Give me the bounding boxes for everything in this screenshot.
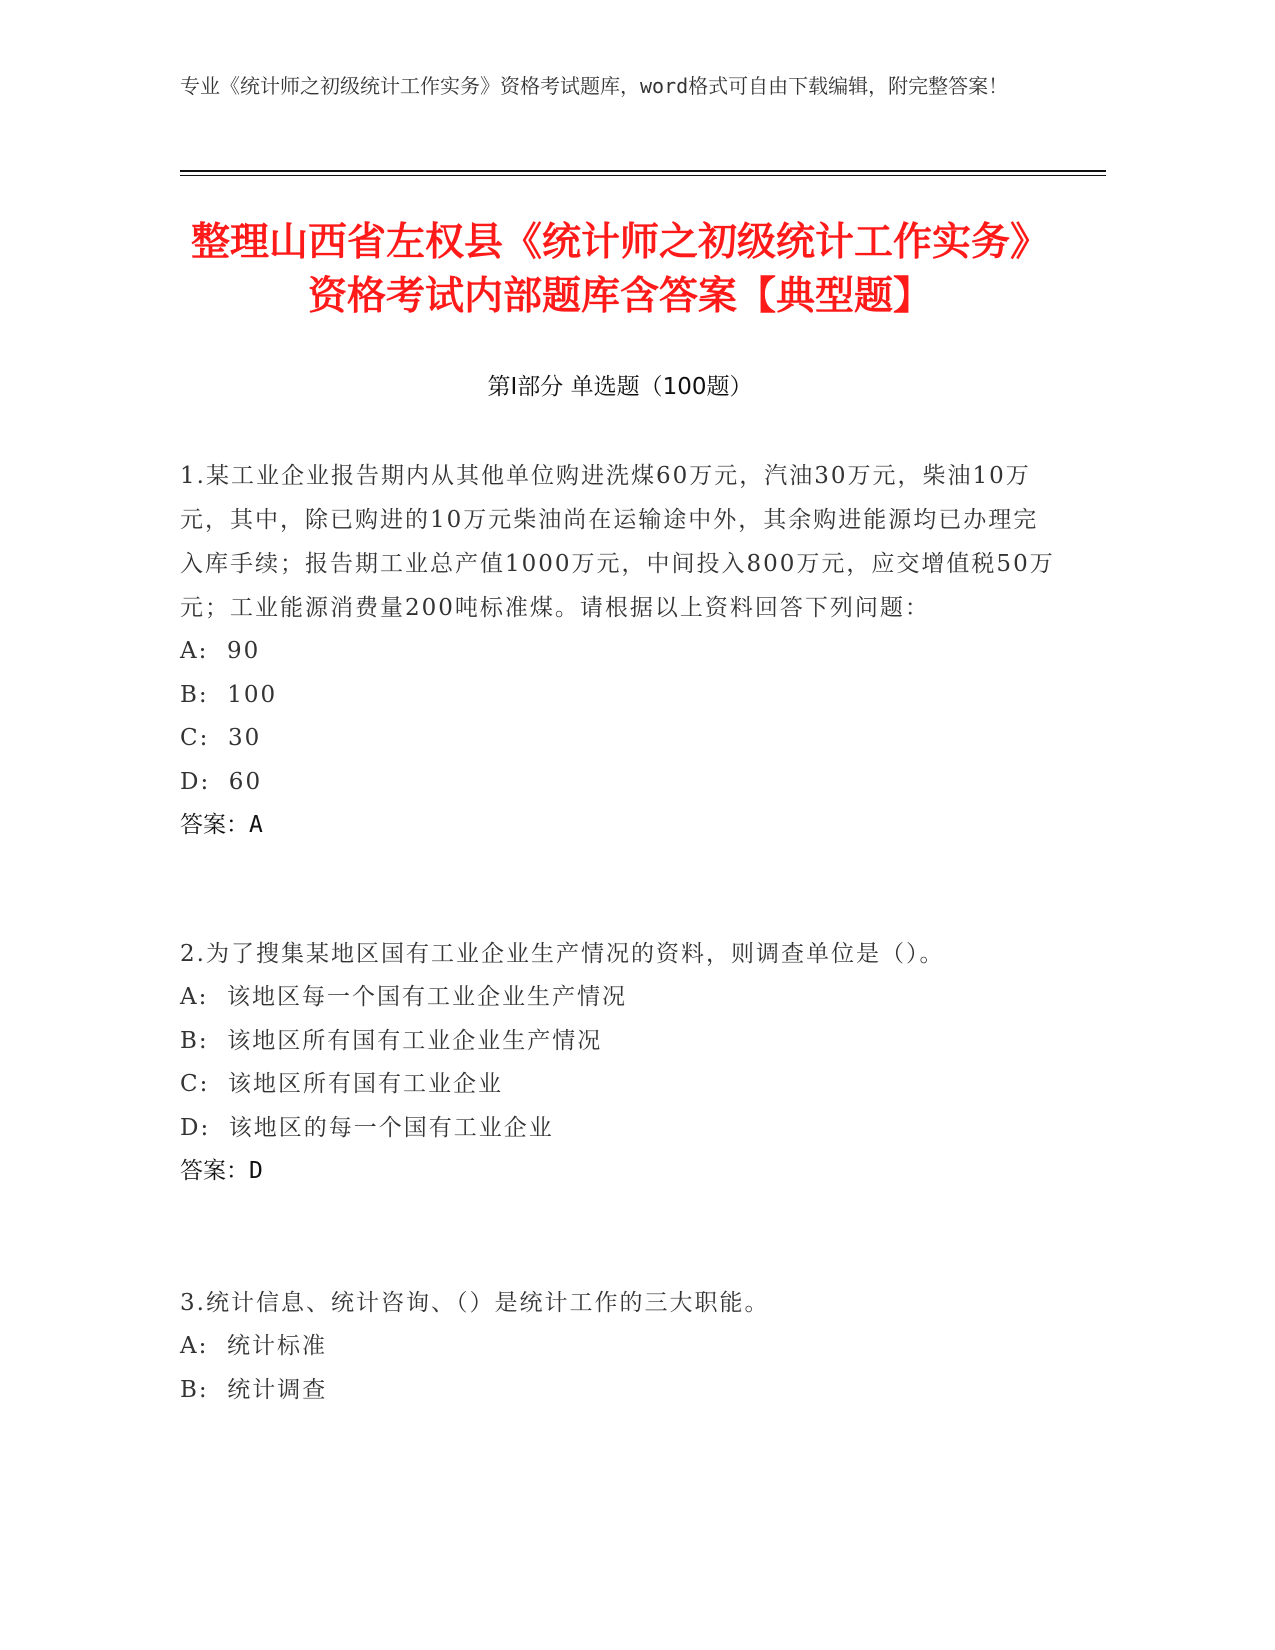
question-stem: 2.为了搜集某地区国有工业企业生产情况的资料，则调查单位是（）。 <box>180 941 945 967</box>
option-a: A: 该地区每一个国有工业企业生产情况 <box>180 984 627 1010</box>
option-d: D: 60 <box>180 768 263 795</box>
answer-value: D <box>249 1158 263 1184</box>
document-title: 整理山西省左权县《统计师之初级统计工作实务》资格考试内部题库含答案【典型题】 <box>190 220 1049 319</box>
question-stem: 3.统计信息、统计咨询、（）是统计工作的三大职能。 <box>180 1290 770 1316</box>
option-b: B: 该地区所有国有工业企业生产情况 <box>180 1027 603 1054</box>
header-divider-thick <box>180 170 1106 172</box>
question-2 <box>180 932 1060 1194</box>
header-note: 专业《统计师之初级统计工作实务》资格考试题库，word格式可自由下载编辑，附完整答案！ <box>180 74 1009 98</box>
option-a: A: 90 <box>180 638 261 664</box>
section-title: 第Ⅰ部分 单选题（100题） <box>487 374 753 400</box>
option-c: C: 该地区所有国有工业企业 <box>180 1071 503 1097</box>
answer-value: A <box>249 812 263 838</box>
answer-line <box>180 804 1060 848</box>
question-3 <box>180 1281 1060 1412</box>
answer-label: 答案： <box>180 812 249 838</box>
question-stem: 1.某工业企业报告期内从其他单位购进洗煤60万元，汽油30万元，柴油10万元，其中，除已购进的10万元柴油尚在运输途中外，其余购进能源均已办理完入库手续；报告期工业总产值1000万元，中间投入800万元，应交增值税50万元；工业能源消费量200吨标准煤。请根据以上资料回答下列问题： <box>180 463 1055 621</box>
question-1 <box>180 454 1060 848</box>
option-b: B: 统计调查 <box>180 1376 328 1403</box>
option-c: C: 30 <box>180 725 262 751</box>
answer-line <box>180 1150 1060 1194</box>
answer-label: 答案： <box>180 1158 249 1184</box>
header-divider-thin <box>180 175 1106 176</box>
option-a: A: 统计标准 <box>180 1333 327 1359</box>
option-b: B: 100 <box>180 681 278 708</box>
option-d: D: 该地区的每一个国有工业企业 <box>180 1114 554 1141</box>
